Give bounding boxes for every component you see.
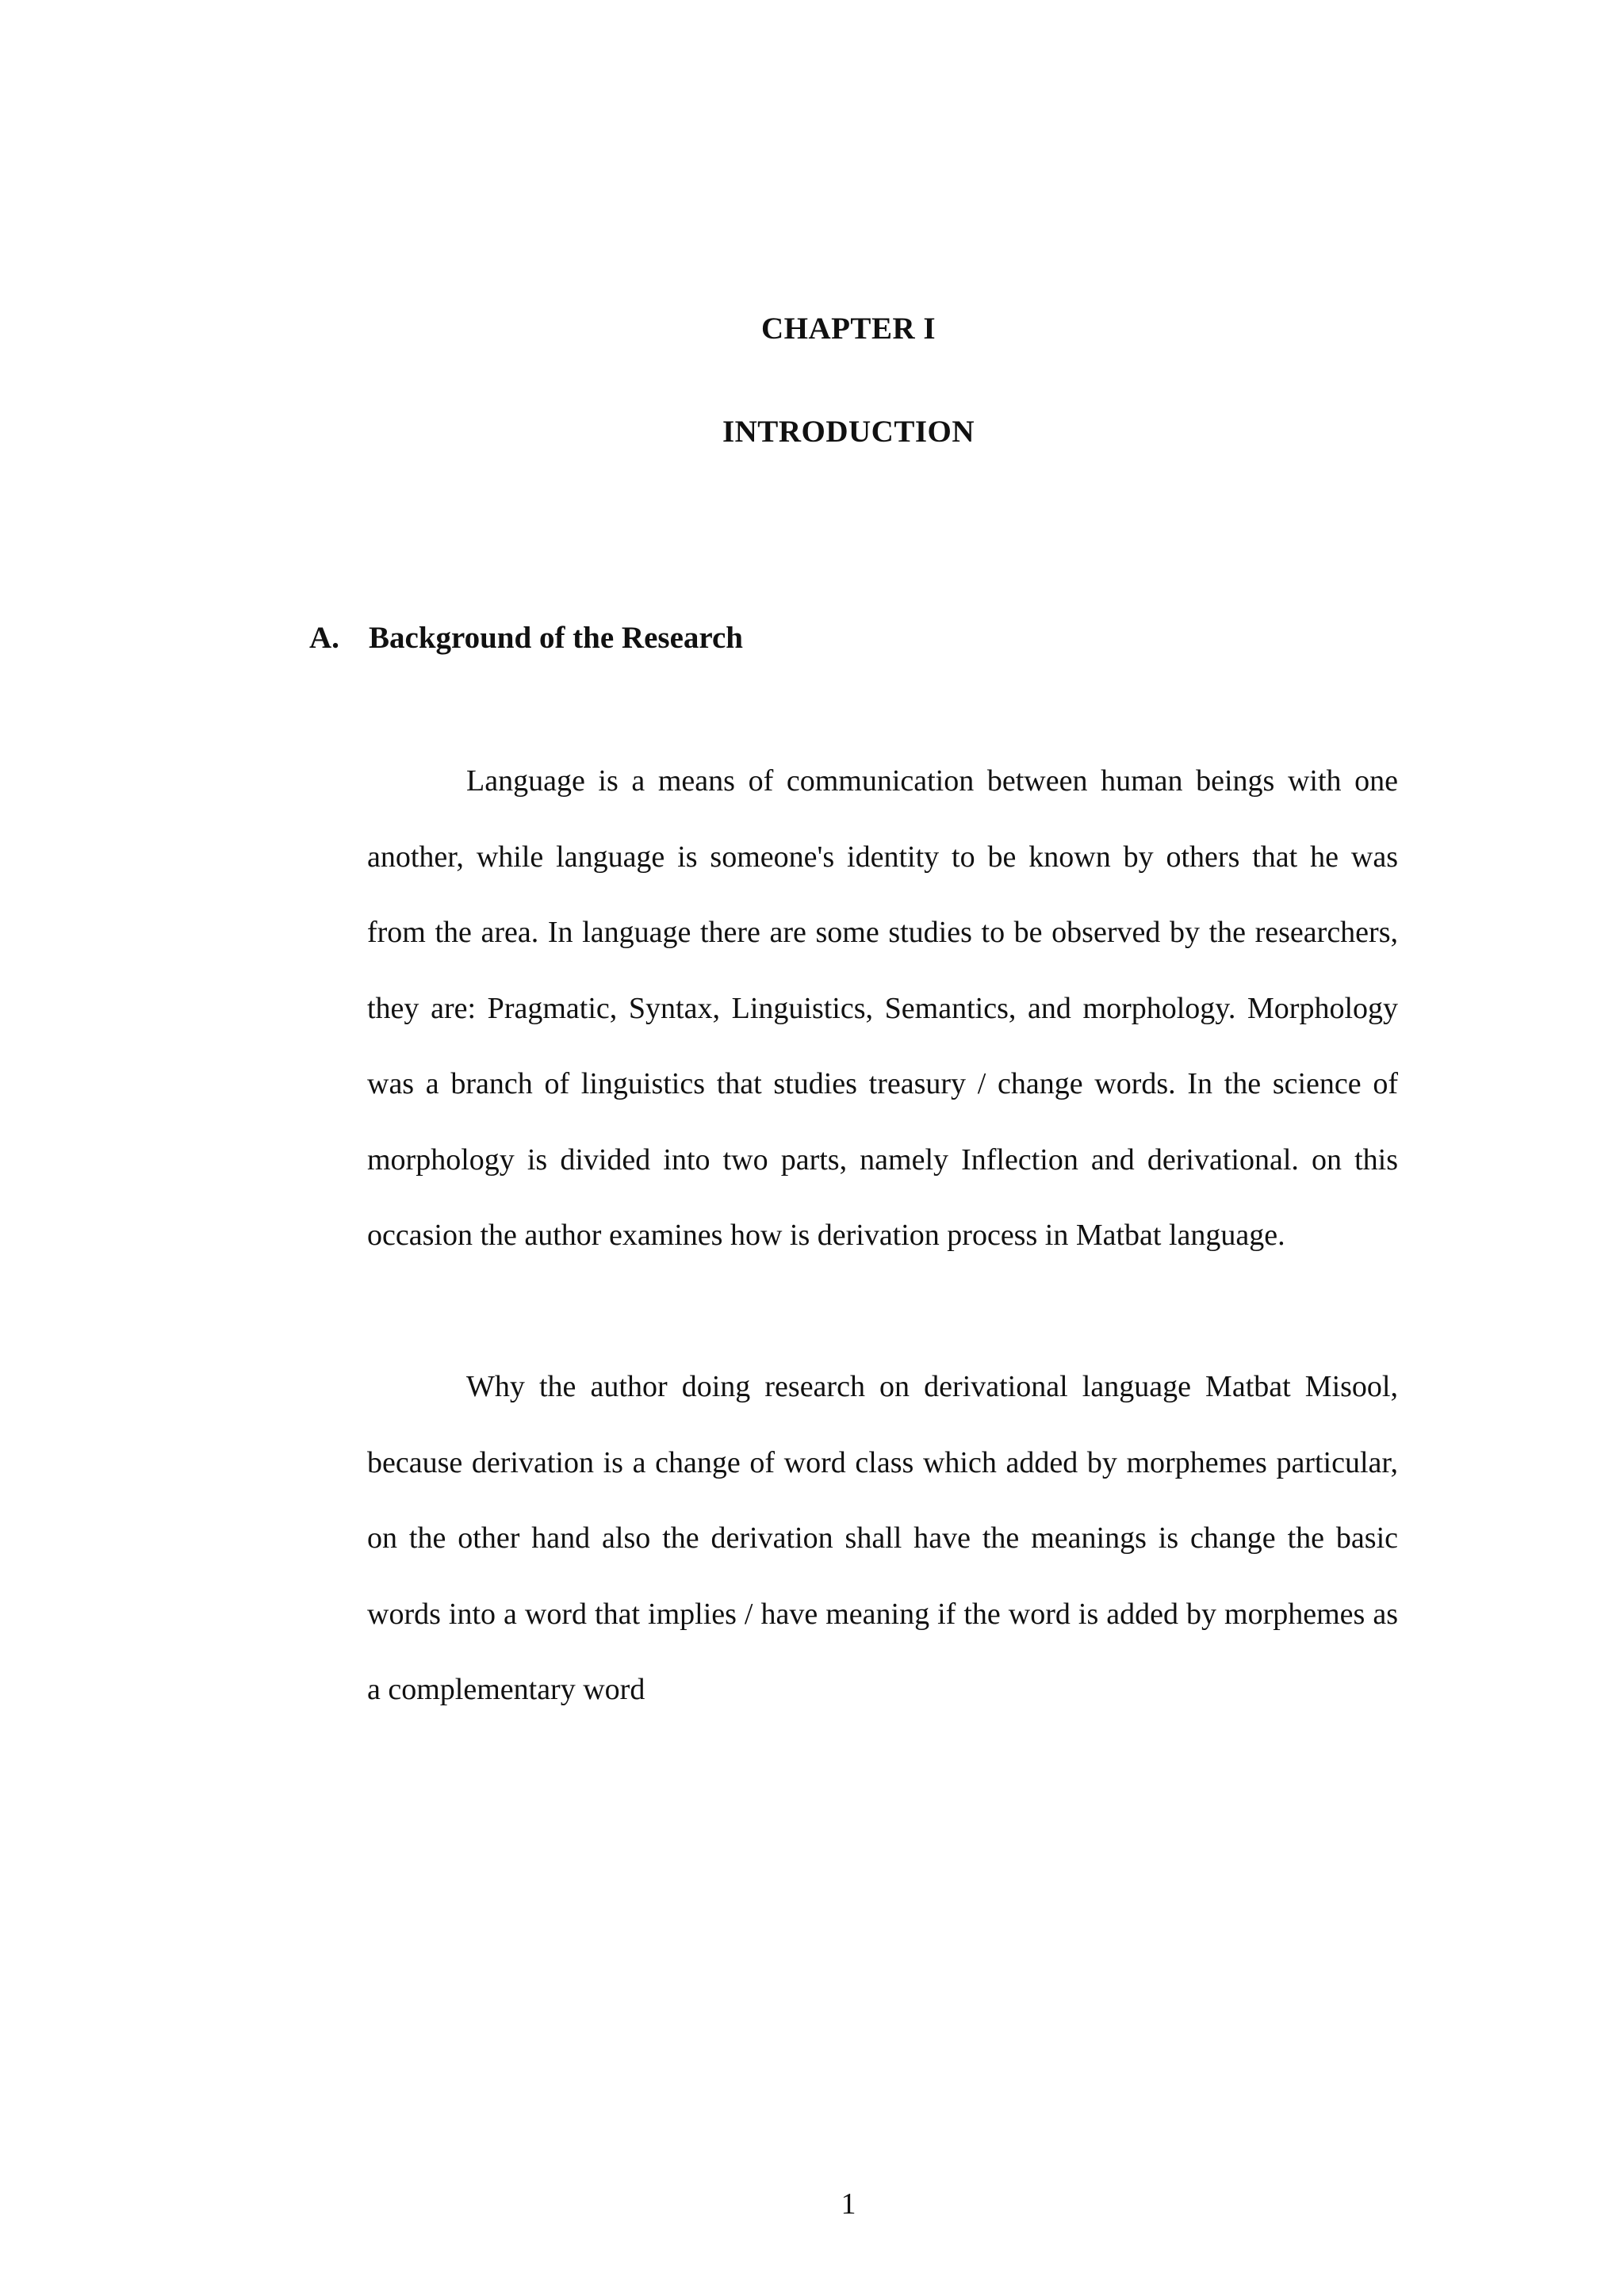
chapter-label: CHAPTER I xyxy=(760,312,936,346)
section-title: Background of the Research xyxy=(369,621,743,655)
paragraph-1: Language is a means of communication between human beings with one another, while language is someone's identity to be known by others that he was from the area. In language there are some studies to be observed by the researchers, they are: Pragmatic, Syntax, Linguistics, Semantics, and morphology. Morphology was a branch of linguistics that studies treasury / change words. In the science of morphology is divided into two parts, namely Inflection and derivational. on this occasion the author examines how is derivation process in Matbat language. xyxy=(367,764,1398,1252)
paragraph-2: Why the author doing research on derivational language Matbat Misool, because derivation is a change of word class which added by morphemes particular, on the other hand also the derivation shall have the meanings is change the basic words into a word that implies / have meaning if the word is added by morphemes as a complementary word xyxy=(367,1370,1398,1706)
section-heading xyxy=(309,620,743,656)
section-number: A. xyxy=(309,621,339,655)
page-number: 1 xyxy=(841,2187,856,2221)
chapter-title: INTRODUCTION xyxy=(722,415,975,449)
